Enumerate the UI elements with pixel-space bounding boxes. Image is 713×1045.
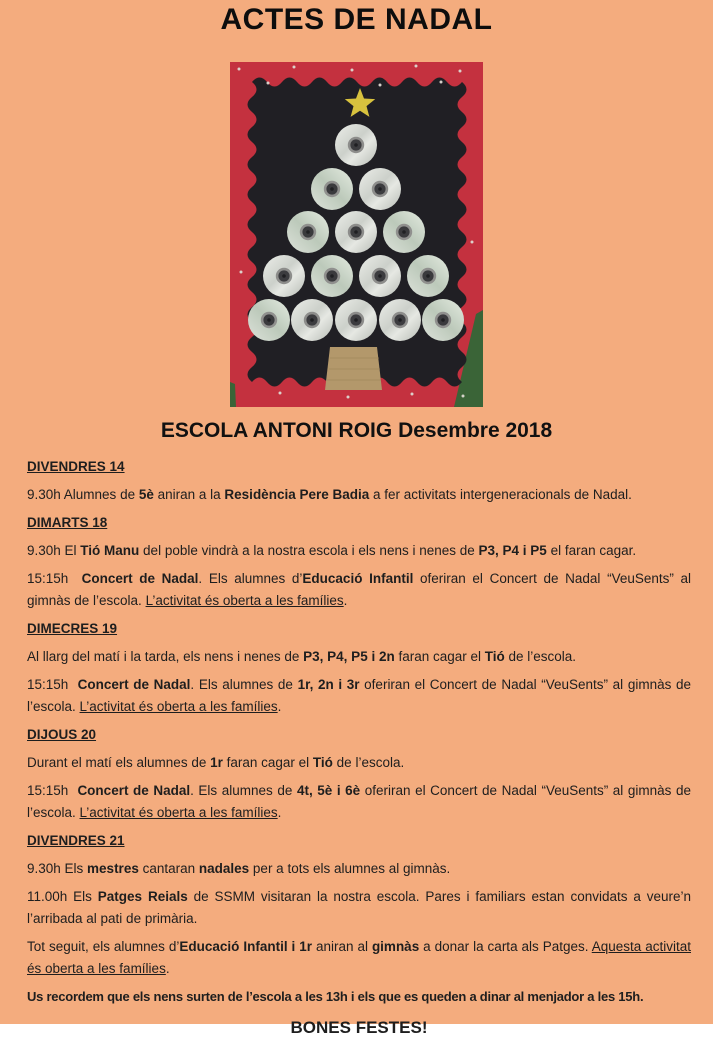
closing-message: BONES FESTES! xyxy=(290,1018,428,1037)
paragraph: 11.00h Els Patges Reials de SSMM visitaran la nostra escola. Pares i familiars estan convidats a veure’n l’arribada al pati de primària. xyxy=(27,889,692,926)
paragraph: Durant el matí els alumnes de 1r faran cagar el Tió de l’escola. xyxy=(27,755,405,770)
paragraph: 15:15h Concert de Nadal. Els alumnes de 4t, 5è i 6è oferiran el Concert de Nadal “VeuSents” al gimnàs de l’escola. L’activitat és oberta a les famílies. xyxy=(27,783,691,820)
subtitle: ESCOLA ANTONI ROIG Desembre 2018 xyxy=(160,419,553,442)
paragraph: 9.30h Els mestres cantaran nadales per a tots els alumnes al gimnàs. xyxy=(27,861,451,876)
paragraph: Al llarg del matí i la tarda, els nens i nenes de P3, P4, P5 i 2n faran cagar el Tió de l’escola. xyxy=(27,649,577,664)
section-heading: DIMECRES 19 xyxy=(27,621,118,636)
cd-christmas-tree-photo xyxy=(230,62,483,407)
paragraph: 15:15h Concert de Nadal. Els alumnes de 1r, 2n i 3r oferiran el Concert de Nadal “VeuSents” al gimnàs de l’escola. L’activitat és oberta a les famílies. xyxy=(27,677,692,714)
paragraph: 9.30h Alumnes de 5è aniran a la Residència Pere Badia a fer activitats intergeneracionals de Nadal. xyxy=(27,487,632,502)
paragraph: 15:15h Concert de Nadal. Els alumnes d’Educació Infantil oferiran el Concert de Nadal “VeuSents” al gimnàs de l’escola. L’activitat és oberta a les famílies. xyxy=(27,571,692,608)
section-heading: DIVENDRES 14 xyxy=(27,459,125,474)
paragraph: Tot seguit, els alumnes d’Educació Infantil i 1r aniran al gimnàs a donar la carta als Patges. Aquesta activitat és oberta a les famílies. xyxy=(27,939,691,976)
paragraph: 9.30h El Tió Manu del poble vindrà a la nostra escola i els nens i nenes de P3, P4 i P5 el faran cagar. xyxy=(27,543,637,558)
section-heading: DIMARTS 18 xyxy=(27,515,108,530)
schedule xyxy=(27,456,691,1045)
reminder-line: Us recordem que els nens surten de l’escola a les 13h i els que es queden a dinar al menjador a les 15h. xyxy=(27,989,644,1004)
page-title: ACTES DE NADAL xyxy=(220,3,493,36)
section-heading: DIVENDRES 21 xyxy=(27,833,125,848)
section-heading: DIJOUS 20 xyxy=(27,727,97,742)
